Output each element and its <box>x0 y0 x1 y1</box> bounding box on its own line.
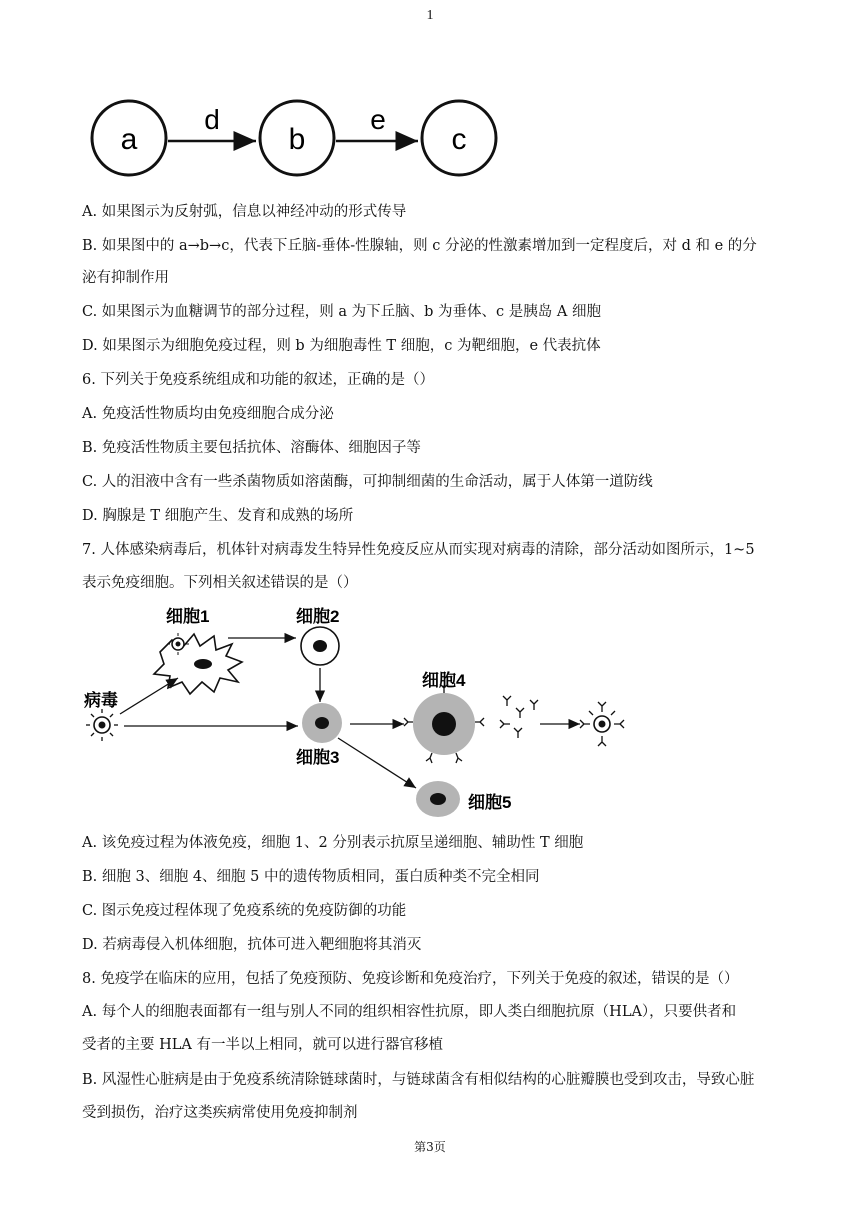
node-a-label: a <box>120 123 138 156</box>
q5-option-b-line2: 泌有抑制作用 <box>82 270 169 286</box>
cell3-nucleus <box>315 717 329 729</box>
flow-diagram <box>82 95 512 185</box>
cell2-label: 细胞2 <box>296 607 340 626</box>
cell5-nucleus <box>430 793 446 805</box>
cell1-label: 细胞1 <box>166 607 210 626</box>
neutralized-virus-icon <box>580 702 624 746</box>
q5-option-a: A. 如果图示为反射弧，信息以神经冲动的形式传导 <box>82 204 407 220</box>
q8-stem: 8. 免疫学在临床的应用，包括了免疫预防、免疫诊断和免疫治疗，下列关于免疫的叙述，错误的是（） <box>82 971 739 987</box>
free-antibodies-icon <box>500 696 538 738</box>
cell3-label: 细胞3 <box>296 748 340 767</box>
cell1-nucleus <box>194 659 212 669</box>
q7-option-c: C. 图示免疫过程体现了免疫系统的免疫防御的功能 <box>82 903 407 919</box>
page-footer: 第3页 <box>414 1140 446 1154</box>
q8-option-b-line1: B. 风湿性心脏病是由于免疫系统清除链球菌时，与链球菌含有相似结构的心脏瓣膜也受到攻击，导致心脏 <box>82 1072 755 1088</box>
q7-option-a: A. 该免疫过程为体液免疫，细胞 1、2 分别表示抗原呈递细胞、辅助性 T 细胞 <box>82 835 584 851</box>
q8-option-b-line2: 受到损伤，治疗这类疾病常使用免疫抑制剂 <box>82 1105 358 1121</box>
arrow-cell3-to-cell5 <box>338 738 416 788</box>
q8-option-a-line2: 受者的主要 HLA 有一半以上相同，就可以进行器官移植 <box>82 1037 443 1053</box>
q8-option-a-line1: A. 每个人的细胞表面都有一组与别人不同的组织相容性抗原，即人类白细胞抗原（HLA），只要供者和 <box>82 1004 737 1020</box>
q6-option-a: A. 免疫活性物质均由免疫细胞合成分泌 <box>82 406 334 422</box>
immune-response-diagram <box>82 600 642 825</box>
edge-d-label: d <box>204 104 220 135</box>
page-number: 1 <box>426 8 434 23</box>
q6-option-b: B. 免疫活性物质主要包括抗体、溶酶体、细胞因子等 <box>82 440 421 456</box>
cell2-nucleus <box>313 640 327 652</box>
q5-option-b-line1: B. 如果图中的 a→b→c，代表下丘脑-垂体-性腺轴，则 c 分泌的性激素增加到一定程度后，对 d 和 e 的分 <box>82 238 757 254</box>
node-c-label: c <box>451 123 467 156</box>
q6-option-d: D. 胸腺是 T 细胞产生、发育和成熟的场所 <box>82 508 354 524</box>
arrow-virus-to-cell1 <box>120 678 178 714</box>
virus-icon <box>86 709 118 741</box>
edge-e-label: e <box>370 104 386 135</box>
q7-option-b: B. 细胞 3、细胞 4、细胞 5 中的遗传物质相同，蛋白质种类不完全相同 <box>82 869 540 885</box>
virus-label: 病毒 <box>84 691 118 710</box>
q6-option-c: C. 人的泪液中含有一些杀菌物质如溶菌酶，可抑制细菌的生命活动，属于人体第一道防线 <box>82 474 653 490</box>
q5-option-c: C. 如果图示为血糖调节的部分过程，则 a 为下丘脑、b 为垂体、c 是胰岛 A 细胞 <box>82 304 601 320</box>
q6-stem: 6. 下列关于免疫系统组成和功能的叙述，正确的是（） <box>82 372 434 388</box>
cell4-label: 细胞4 <box>422 671 466 690</box>
cell4-nucleus <box>432 712 456 736</box>
q7-stem-line2: 表示免疫细胞。下列相关叙述错误的是（） <box>82 575 358 591</box>
node-b-label: b <box>288 123 306 156</box>
q7-stem-line1: 7. 人体感染病毒后，机体针对病毒发生特异性免疫反应从而实现对病毒的清除，部分活动如图所示，1~5 <box>82 542 755 558</box>
q7-option-d: D. 若病毒侵入机体细胞，抗体可进入靶细胞将其消灭 <box>82 937 422 953</box>
q5-option-d: D. 如果图示为细胞免疫过程，则 b 为细胞毒性 T 细胞，c 为靶细胞，e 代表抗体 <box>82 338 601 354</box>
cell5-label: 细胞5 <box>468 793 512 812</box>
